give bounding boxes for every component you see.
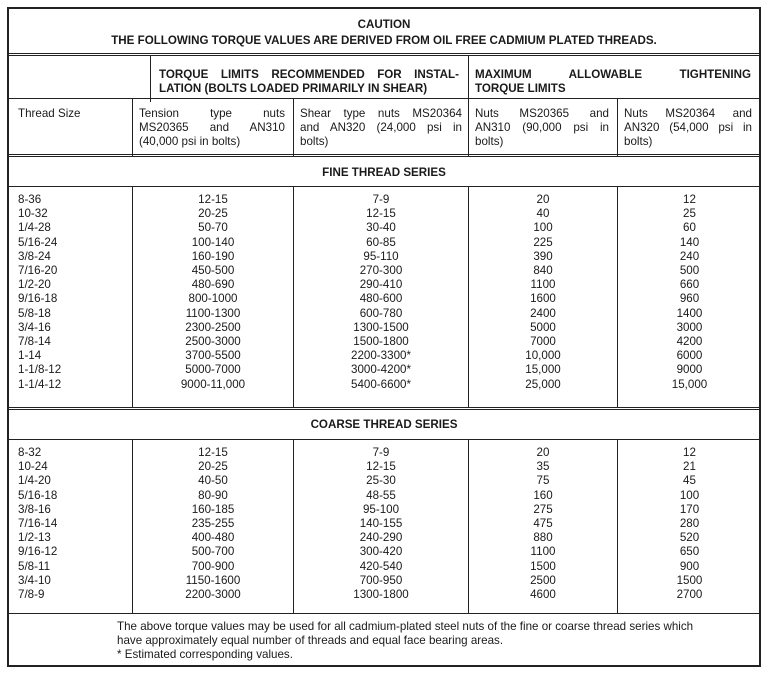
fine-tension-cell: 800-1000 (188, 292, 238, 306)
recommended-header-line1: TORQUE LIMITS RECOMMENDED FOR INSTAL- (159, 68, 459, 81)
fine-max364-cell: 15,000 (671, 377, 708, 391)
fine-tension-cell: 9000-11,000 (180, 377, 246, 391)
fine-size-cell: 3/8-24 (18, 249, 51, 263)
coarse-tension-cell: 1150-1600 (185, 573, 241, 587)
header-max365-line3: bolts) (475, 135, 504, 148)
header-tension-line2: MS20365 and AN310 (139, 121, 285, 134)
fine-max364-cell: 60 (683, 221, 696, 235)
coarse-max365-cell: 1500 (530, 559, 556, 573)
fine-tension-cell: 12-15 (198, 193, 228, 206)
coarse-tension-cell: 235-255 (191, 517, 235, 531)
header-max364-line2: AN320 (54,000 psi in (624, 121, 752, 134)
fine-shear-cell: 95-110 (363, 249, 399, 263)
coarse-shear-cell: 7-9 (372, 446, 390, 459)
header-shear-line3: bolts) (300, 135, 329, 148)
coarse-tension-cell: 40-50 (198, 474, 228, 488)
fine-tension-cell: 5000-7000 (185, 363, 241, 377)
header-tension-line1: Tension type nuts (139, 107, 285, 120)
coarse-max364-column (618, 446, 761, 602)
fine-max365-cell: 390 (533, 249, 553, 263)
coarse-size-cell: 3/4-10 (18, 573, 51, 587)
coarse-max364-cell: 280 (679, 517, 700, 531)
coarse-size-column (18, 446, 57, 602)
divider (468, 56, 469, 102)
coarse-max365-cell: 275 (533, 502, 553, 516)
fine-series-title: FINE THREAD SERIES (322, 166, 446, 179)
fine-tension-column (133, 193, 293, 392)
coarse-size-cell: 3/8-16 (18, 502, 51, 516)
header-shear-line2: and AN320 (24,000 psi in (300, 121, 462, 134)
fine-size-cell: 7/16-20 (18, 264, 58, 278)
fine-tension-cell: 480-690 (191, 278, 235, 292)
fine-max364-cell: 6000 (676, 349, 703, 363)
fine-tension-cell: 20-25 (198, 207, 228, 221)
fine-max364-cell: 25 (683, 207, 696, 221)
fine-shear-cell: 1300-1500 (353, 320, 409, 334)
coarse-max364-cell: 650 (679, 545, 700, 559)
fine-max365-cell: 225 (533, 235, 553, 249)
fine-max365-cell: 15,000 (525, 363, 561, 377)
maximum-header-line1: MAXIMUM ALLOWABLE TIGHTENING (475, 68, 751, 81)
fine-size-column (18, 193, 61, 392)
fine-shear-cell: 12-15 (366, 207, 396, 221)
coarse-size-cell: 1/2-13 (18, 531, 51, 545)
fine-tension-cell: 450-500 (191, 264, 235, 278)
coarse-shear-cell: 420-540 (359, 559, 403, 573)
coarse-max365-cell: 1100 (530, 545, 556, 559)
coarse-size-cell: 1/4-20 (18, 474, 51, 488)
fine-size-cell: 5/16-24 (18, 235, 58, 249)
fine-tension-cell: 160-190 (191, 249, 235, 263)
coarse-max364-cell: 900 (679, 559, 700, 573)
fine-max364-cell: 140 (679, 235, 700, 249)
header-tension-line3: (40,000 psi in bolts) (139, 135, 241, 148)
coarse-size-cell: 8-32 (18, 446, 42, 459)
fine-max364-column (618, 193, 761, 392)
recommended-header-line2: LATION (BOLTS LOADED PRIMARILY IN SHEAR) (159, 82, 428, 95)
coarse-size-cell: 5/8-11 (18, 559, 51, 573)
fine-tension-cell: 50-70 (198, 221, 228, 235)
fine-shear-cell: 3000-4200* (351, 363, 411, 377)
divider (9, 98, 759, 99)
fine-max364-cell: 960 (679, 292, 700, 306)
coarse-shear-cell: 25-30 (366, 474, 396, 488)
coarse-max364-cell: 45 (683, 474, 696, 488)
coarse-tension-cell: 2200-3000 (185, 588, 241, 602)
fine-size-cell: 1/4-28 (18, 221, 51, 235)
coarse-max364-cell: 12 (683, 446, 696, 459)
coarse-max364-cell: 100 (679, 488, 700, 502)
header-thread-size: Thread Size (18, 107, 81, 120)
fine-max365-cell: 25,000 (525, 377, 561, 391)
fine-shear-cell: 30-40 (366, 221, 396, 235)
coarse-max365-cell: 20 (536, 446, 550, 459)
fine-tension-cell: 2500-3000 (185, 335, 241, 349)
coarse-max365-cell: 2500 (530, 573, 556, 587)
fine-max364-cell: 3000 (676, 320, 703, 334)
coarse-max364-cell: 21 (683, 460, 696, 474)
coarse-shear-cell: 300-420 (359, 545, 403, 559)
fine-max365-cell: 7000 (530, 335, 556, 349)
coarse-max365-cell: 160 (533, 488, 553, 502)
coarse-tension-cell: 20-25 (198, 460, 228, 474)
torque-table (7, 7, 761, 667)
fine-max364-cell: 240 (679, 249, 700, 263)
fine-max365-cell: 840 (533, 264, 553, 278)
fine-size-cell: 10-32 (18, 207, 48, 221)
coarse-shear-cell: 140-155 (359, 517, 403, 531)
divider (9, 613, 759, 614)
fine-shear-cell: 270-300 (359, 264, 403, 278)
fine-max365-cell: 10,000 (525, 349, 561, 363)
fine-max365-cell: 2400 (530, 306, 556, 320)
fine-tension-cell: 2300-2500 (185, 320, 241, 334)
coarse-max364-cell: 2700 (676, 588, 703, 602)
coarse-size-cell: 9/16-12 (18, 545, 58, 559)
fine-size-cell: 1/2-20 (18, 278, 51, 292)
coarse-shear-cell: 1300-1800 (353, 588, 409, 602)
divider (9, 154, 759, 157)
coarse-tension-cell: 400-480 (191, 531, 235, 545)
footnote-line3: * Estimated corresponding values. (117, 648, 293, 661)
header-max365-line2: AN310 (90,000 psi in (475, 121, 609, 134)
divider (468, 98, 469, 156)
fine-shear-column (294, 193, 468, 392)
divider (150, 56, 151, 102)
coarse-max364-cell: 1500 (676, 573, 703, 587)
fine-max365-cell: 1100 (530, 278, 556, 292)
fine-max364-cell: 9000 (676, 363, 703, 377)
fine-size-cell: 1-14 (18, 349, 42, 363)
fine-shear-cell: 7-9 (372, 193, 390, 206)
coarse-max365-cell: 4600 (530, 588, 556, 602)
fine-shear-cell: 290-410 (359, 278, 403, 292)
divider (132, 98, 133, 156)
coarse-shear-cell: 12-15 (366, 460, 396, 474)
header-max365-line1: Nuts MS20365 and (475, 107, 609, 120)
fine-size-cell: 1-1/4-12 (18, 377, 62, 391)
coarse-max365-cell: 75 (536, 474, 550, 488)
fine-max364-cell: 12 (683, 193, 696, 206)
coarse-shear-cell: 240-290 (359, 531, 403, 545)
divider (293, 98, 294, 156)
fine-max365-cell: 100 (533, 221, 553, 235)
fine-size-cell: 9/16-18 (18, 292, 58, 306)
coarse-max365-cell: 880 (533, 531, 553, 545)
fine-shear-cell: 5400-6600* (351, 377, 411, 391)
coarse-max365-column (469, 446, 617, 602)
coarse-size-cell: 7/16-14 (18, 517, 58, 531)
coarse-tension-cell: 80-90 (198, 488, 228, 502)
coarse-series-title: COARSE THREAD SERIES (310, 418, 458, 431)
coarse-size-cell: 5/16-18 (18, 488, 58, 502)
fine-size-cell: 7/8-14 (18, 335, 51, 349)
fine-shear-cell: 1500-1800 (353, 335, 409, 349)
coarse-tension-cell: 12-15 (198, 446, 228, 459)
coarse-max365-cell: 475 (533, 517, 553, 531)
header-shear-line1: Shear type nuts MS20364 (300, 107, 462, 120)
fine-size-cell: 3/4-16 (18, 320, 51, 334)
fine-shear-cell: 2200-3300* (351, 349, 411, 363)
divider (9, 186, 759, 187)
coarse-shear-cell: 48-55 (366, 488, 396, 502)
fine-shear-cell: 600-780 (359, 306, 403, 320)
coarse-shear-cell: 95-100 (362, 502, 400, 516)
fine-max365-cell: 20 (536, 193, 550, 206)
divider (9, 407, 759, 410)
coarse-shear-cell: 700-950 (359, 573, 403, 587)
fine-max365-column (469, 193, 617, 392)
coarse-size-cell: 10-24 (18, 460, 48, 474)
fine-size-cell: 5/8-18 (18, 306, 51, 320)
header-max364-line1: Nuts MS20364 and (624, 107, 752, 120)
fine-tension-cell: 3700-5500 (185, 349, 241, 363)
footnote-line2: have approximately equal number of threads and equal face bearing areas. (117, 634, 504, 647)
divider (9, 53, 759, 56)
fine-tension-cell: 100-140 (191, 235, 235, 249)
fine-max365-cell: 40 (536, 207, 550, 221)
coarse-tension-cell: 160-185 (191, 502, 235, 516)
caution-text: THE FOLLOWING TORQUE VALUES ARE DERIVED FROM OIL FREE CADMIUM PLATED THREADS. (111, 34, 657, 47)
fine-size-cell: 1-1/8-12 (18, 363, 62, 377)
footnote-line1: The above torque values may be used for all cadmium-plated steel nuts of the fine or coarse thread series which (117, 620, 694, 633)
fine-shear-cell: 480-600 (359, 292, 403, 306)
fine-max365-cell: 1600 (530, 292, 556, 306)
header-max364-line3: bolts) (624, 135, 653, 148)
fine-tension-cell: 1100-1300 (185, 306, 241, 320)
fine-max364-cell: 660 (679, 278, 700, 292)
maximum-header-line2: TORQUE LIMITS (475, 82, 566, 95)
fine-shear-cell: 60-85 (366, 235, 396, 249)
fine-size-cell: 8-36 (18, 193, 42, 206)
fine-max365-cell: 5000 (530, 320, 556, 334)
coarse-max364-cell: 520 (679, 531, 700, 545)
caution-title: CAUTION (357, 18, 411, 31)
coarse-max365-cell: 35 (536, 460, 550, 474)
coarse-tension-cell: 500-700 (191, 545, 235, 559)
coarse-shear-column (294, 446, 468, 602)
coarse-size-cell: 7/8-9 (18, 588, 45, 602)
fine-max364-cell: 500 (679, 264, 700, 278)
divider (617, 98, 618, 156)
divider (9, 439, 759, 440)
coarse-tension-cell: 700-900 (191, 559, 235, 573)
fine-max364-cell: 4200 (676, 335, 703, 349)
coarse-max364-cell: 170 (679, 502, 700, 516)
fine-max364-cell: 1400 (676, 306, 703, 320)
coarse-tension-column (133, 446, 293, 602)
